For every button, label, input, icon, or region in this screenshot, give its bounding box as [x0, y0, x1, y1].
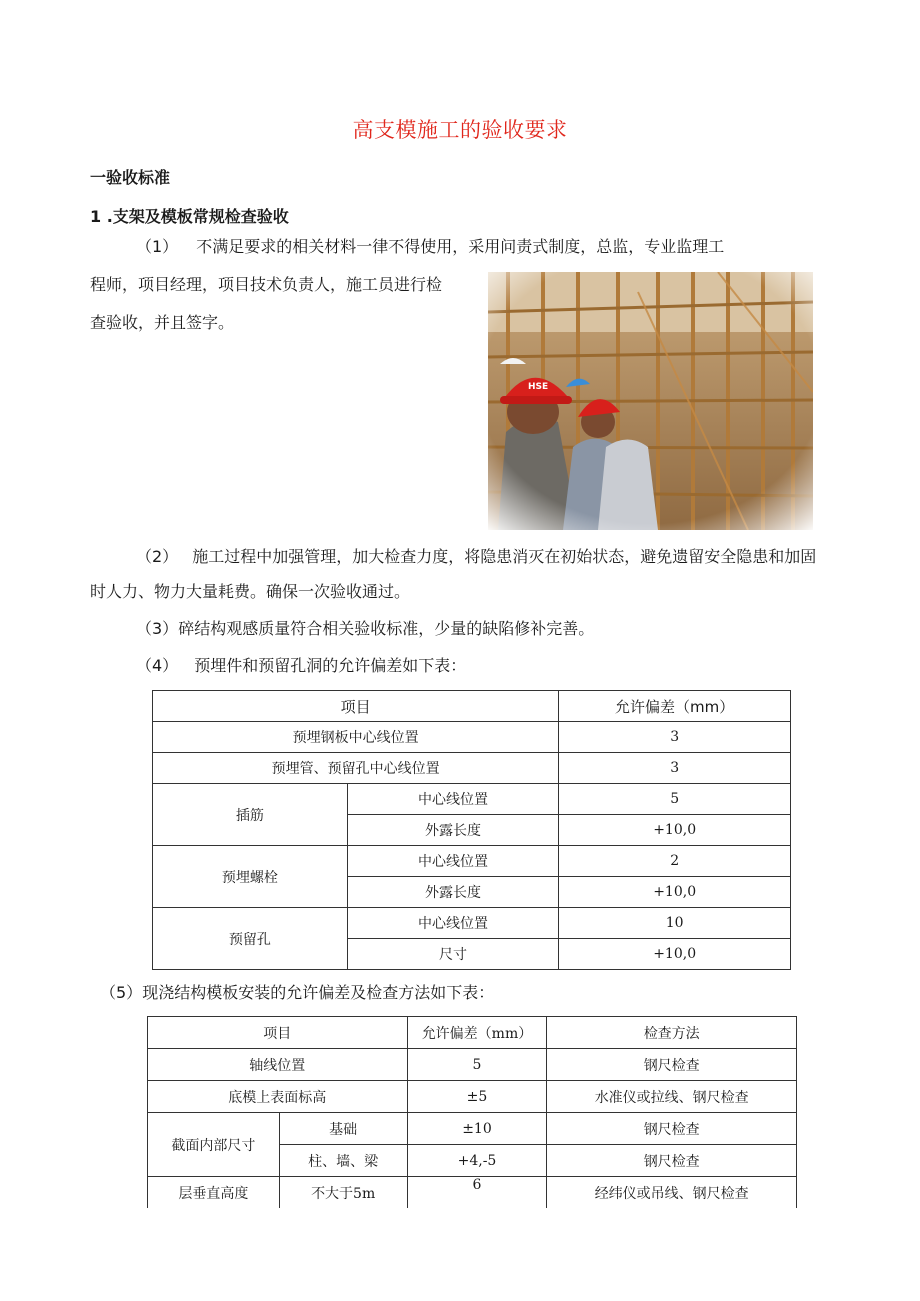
- paragraph-text: 施工过程中加强管理，加大检查力度，将隐患消灭在初始状态，避免遗留安全隐患和加固: [192, 547, 817, 566]
- table-cell: +4,-5: [407, 1145, 547, 1177]
- paragraph-number: （2）: [136, 547, 179, 566]
- table-row: [153, 846, 791, 877]
- table-row: [148, 1081, 797, 1113]
- page-title: 高支模施工的验收要求: [352, 118, 568, 142]
- table-cell: 基础: [279, 1113, 407, 1145]
- paragraph-number: （4）: [136, 656, 179, 675]
- table-cell: 插筋: [153, 784, 348, 846]
- paragraph-1-line-1: [136, 230, 724, 264]
- table-cell: 10: [559, 908, 791, 939]
- table-cell: +10,0: [559, 877, 791, 908]
- paragraph-text: 现浇结构模板安装的允许偏差及检查方法如下表：: [142, 983, 495, 1002]
- table-cell: 5: [407, 1049, 547, 1081]
- paragraph-4: [136, 649, 466, 683]
- table-cell: 经纬仪或吊线、钢尺检查: [547, 1177, 797, 1209]
- table-cell: 底模上表面标高: [148, 1081, 408, 1113]
- table-row: [153, 908, 791, 939]
- paragraph-text: 不满足要求的相关材料一律不得使用，采用问责式制度，总监，专业监理工: [196, 237, 725, 256]
- paragraph-1-line-3: 查验收，并且签字。: [90, 313, 235, 332]
- inspection-photo: [488, 272, 813, 530]
- table-cell: 3: [559, 753, 791, 784]
- paragraph-text: 碎结构观感质量符合相关验收标准，少量的缺陷修补完善。: [178, 619, 595, 638]
- table-cell: 钢尺检查: [547, 1113, 797, 1145]
- table-row: [148, 1177, 797, 1209]
- table-cell: 中心线位置: [347, 908, 559, 939]
- table-cell: 轴线位置: [148, 1049, 408, 1081]
- table-cell: 截面内部尺寸: [148, 1113, 280, 1177]
- embedded-parts-tolerance-table: [152, 690, 791, 970]
- table-header-cell: 允许偏差（mm）: [559, 691, 791, 722]
- table-cell: 6: [407, 1177, 547, 1209]
- table-row: [153, 722, 791, 753]
- table-cell: ±5: [407, 1081, 547, 1113]
- table-header-cell: 检查方法: [547, 1017, 797, 1049]
- subsection-heading: 1 .支架及模板常规检查验收: [90, 207, 289, 226]
- table-row: [153, 784, 791, 815]
- table-header-cell: 允许偏差（mm）: [407, 1017, 547, 1049]
- table-cell: ±10: [407, 1113, 547, 1145]
- table-cell: 2: [559, 846, 791, 877]
- table-cell: 中心线位置: [347, 784, 559, 815]
- table-cell: 柱、墙、梁: [279, 1145, 407, 1177]
- table-cell: 钢尺检查: [547, 1049, 797, 1081]
- paragraph-number: （5）: [100, 983, 143, 1002]
- paragraph-2-line-1: [136, 540, 816, 574]
- paragraph-number: （3）: [136, 619, 179, 638]
- paragraph-text: 预埋件和预留孔洞的允许偏差如下表：: [194, 656, 467, 675]
- table-cell: 外露长度: [347, 815, 559, 846]
- table-cell: 5: [559, 784, 791, 815]
- table-cell: 预留孔: [153, 908, 348, 970]
- table-cell: +10,0: [559, 815, 791, 846]
- paragraph-3: [136, 612, 594, 646]
- section-heading: 一验收标准: [90, 168, 171, 187]
- table-cell: 3: [559, 722, 791, 753]
- table-cell: 水准仪或拉线、钢尺检查: [547, 1081, 797, 1113]
- table-row: [153, 753, 791, 784]
- table-cell: 预埋钢板中心线位置: [153, 722, 559, 753]
- table-header-row: [153, 691, 791, 722]
- paragraph-5: [100, 976, 494, 1010]
- table-header-row: [148, 1017, 797, 1049]
- table-cell: 预埋管、预留孔中心线位置: [153, 753, 559, 784]
- table-cell: 层垂直高度: [148, 1177, 280, 1209]
- paragraph-1-line-2: 程师，项目经理，项目技术负责人，施工员进行检: [90, 275, 443, 294]
- table-cell: +10,0: [559, 939, 791, 970]
- table-row: [148, 1113, 797, 1145]
- table-cell: 不大于5m: [279, 1177, 407, 1209]
- paragraph-2-line-2: 时人力、物力大量耗费。确保一次验收通过。: [90, 582, 411, 601]
- table-header-cell: 项目: [148, 1017, 408, 1049]
- table-cell: 预埋螺栓: [153, 846, 348, 908]
- table-cell: 中心线位置: [347, 846, 559, 877]
- table-cell: 外露长度: [347, 877, 559, 908]
- table-row: [148, 1049, 797, 1081]
- table-cell: 尺寸: [347, 939, 559, 970]
- formwork-tolerance-table: [147, 1016, 797, 1208]
- table-header-cell: 项目: [153, 691, 559, 722]
- paragraph-number: （1）: [136, 237, 179, 256]
- table-cell: 钢尺检查: [547, 1145, 797, 1177]
